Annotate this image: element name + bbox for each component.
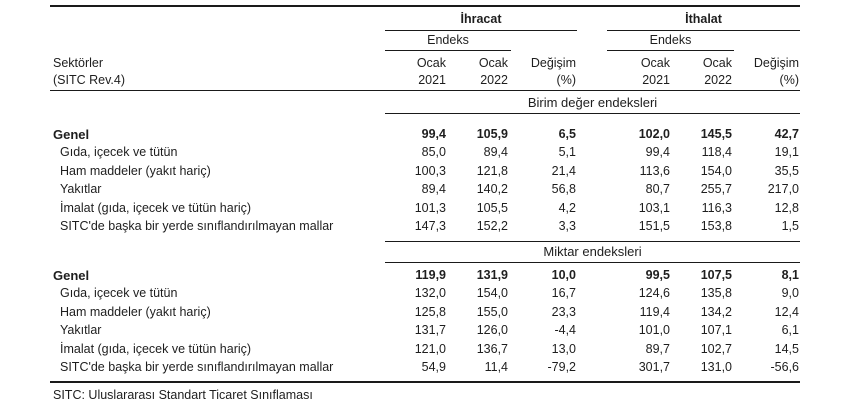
table-row — [0, 219, 850, 237]
import-change-cell: 42,7 — [774, 127, 799, 141]
import-2021-cell: 124,6 — [638, 286, 670, 301]
export-change-cell: 56,8 — [551, 182, 576, 197]
import-2022-cell: 255,7 — [700, 182, 732, 197]
import-2021-cell: 99,5 — [645, 268, 670, 282]
export-2022-cell: 126,0 — [476, 323, 508, 338]
import-2022-cell: 116,3 — [701, 200, 732, 215]
import-2021-cell: 102,0 — [638, 127, 670, 141]
export-change-cell: 10,0 — [551, 268, 576, 282]
import-index-header: Endeks — [649, 33, 692, 47]
import-change-cell: 12,8 — [774, 200, 799, 215]
table-row — [0, 286, 850, 304]
row-label: İmalat (gıda, içecek ve tütün hariç) — [60, 341, 252, 356]
table-row — [0, 182, 850, 200]
import-change-cell: 6,1 — [781, 323, 799, 338]
row-label: Gıda, içecek ve tütün — [60, 286, 178, 301]
export-2022-cell: 11,4 — [484, 360, 508, 374]
table-row — [0, 305, 850, 323]
export-group-header: İhracat — [460, 12, 502, 26]
table-bottom-rule — [50, 381, 800, 383]
import-change-cell: 217,0 — [767, 182, 799, 197]
import-2022-cell: 102,7 — [700, 341, 732, 356]
import-2021-cell: 89,7 — [645, 341, 670, 356]
export-2021-cell: 132,0 — [414, 286, 446, 301]
import-2021-cell: 99,4 — [645, 145, 670, 160]
table-row — [0, 145, 850, 163]
import-change-cell: 8,1 — [781, 268, 799, 282]
import-change-cell: 1,5 — [781, 219, 799, 233]
export-2021-cell: 125,8 — [414, 304, 446, 319]
import-change-cell: 35,5 — [774, 163, 799, 178]
section-underline-quantity — [385, 262, 800, 263]
export-group-underline — [385, 30, 577, 31]
import-2022-cell: 107,5 — [700, 268, 732, 282]
export-2021-cell: 119,9 — [415, 268, 446, 282]
row-label: Ham maddeler (yakıt hariç) — [60, 304, 211, 319]
header-bottom-rule — [50, 90, 800, 91]
export-2022-cell: 105,9 — [476, 127, 508, 141]
section-title-unit-value: Birim değer endeksleri — [527, 95, 658, 110]
import-change-cell: -56,6 — [770, 360, 799, 374]
export-2021-cell: 54,9 — [421, 360, 446, 374]
import-index-underline — [607, 50, 734, 51]
import-change-pct-header: (%) — [779, 73, 799, 87]
export-change-cell: 6,5 — [558, 127, 576, 141]
export-2022-header-month: Ocak — [478, 56, 508, 70]
import-2021-cell: 301,7 — [638, 360, 670, 374]
import-2022-cell: 131,0 — [700, 360, 732, 374]
sitc-rev-header: (SITC Rev.4) — [53, 73, 125, 87]
export-2021-cell: 85,0 — [421, 145, 446, 160]
export-change-cell: 4,2 — [558, 200, 576, 215]
table-row — [0, 360, 850, 378]
export-2022-cell: 121,8 — [476, 163, 508, 178]
export-index-header: Endeks — [427, 33, 469, 47]
import-group-header: İthalat — [685, 12, 722, 26]
table-row — [0, 268, 850, 286]
export-change-pct-header: (%) — [556, 73, 576, 87]
export-change-cell: -4,4 — [554, 323, 576, 338]
export-2021-cell: 101,3 — [414, 200, 446, 215]
row-label: SITC'de başka bir yerde sınıflandırılmayan mallar — [60, 360, 334, 374]
section-title-quantity: Miktar endeksleri — [543, 244, 642, 259]
export-2022-cell: 131,9 — [476, 268, 508, 282]
table-row — [0, 201, 850, 219]
import-2021-header-month: Ocak — [640, 56, 670, 70]
row-label: İmalat (gıda, içecek ve tütün hariç) — [60, 200, 252, 215]
import-2022-cell: 135,8 — [700, 286, 732, 301]
import-group-underline — [607, 30, 800, 31]
import-2022-cell: 154,0 — [700, 163, 732, 178]
export-2021-cell: 89,4 — [421, 182, 446, 197]
table-row — [0, 164, 850, 182]
table-row — [0, 127, 850, 145]
row-label: Ham maddeler (yakıt hariç) — [60, 163, 211, 178]
footnote: SITC: Uluslararası Standart Ticaret Sınıflaması — [53, 388, 313, 402]
row-label: Yakıtlar — [60, 323, 102, 338]
import-2022-header-month: Ocak — [702, 56, 732, 70]
row-label: SITC'de başka bir yerde sınıflandırılmayan mallar — [60, 219, 334, 233]
section-underline-unit-value — [385, 113, 800, 114]
export-change-cell: 21,4 — [551, 163, 576, 178]
table-row — [0, 323, 850, 341]
import-2021-header-year: 2021 — [642, 73, 670, 87]
export-2022-cell: 140,2 — [476, 182, 508, 197]
export-change-cell: 23,3 — [551, 304, 576, 319]
export-2021-header-year: 2021 — [418, 73, 446, 87]
export-change-cell: -79,2 — [547, 360, 576, 374]
table-row — [0, 342, 850, 360]
import-2021-cell: 103,1 — [638, 200, 670, 215]
export-2021-cell: 100,3 — [414, 163, 446, 178]
export-2022-cell: 105,5 — [476, 200, 508, 215]
import-2021-cell: 80,7 — [645, 182, 670, 197]
export-2021-cell: 131,7 — [414, 323, 446, 338]
import-2021-cell: 101,0 — [638, 323, 670, 338]
export-2021-cell: 99,4 — [421, 127, 446, 141]
export-2022-cell: 154,0 — [476, 286, 508, 301]
import-2022-cell: 107,1 — [700, 323, 732, 338]
import-change-cell: 12,4 — [774, 304, 799, 319]
import-change-header: Değişim — [753, 56, 799, 70]
export-change-cell: 13,0 — [551, 341, 576, 356]
import-2021-cell: 119,4 — [639, 304, 670, 319]
export-change-cell: 5,1 — [558, 145, 576, 160]
import-change-cell: 14,5 — [774, 341, 799, 356]
export-2022-cell: 152,2 — [476, 219, 508, 233]
export-index-underline — [385, 50, 511, 51]
import-2022-header-year: 2022 — [704, 73, 732, 87]
import-2022-cell: 145,5 — [700, 127, 732, 141]
row-label: Genel — [53, 268, 90, 283]
export-2021-cell: 121,0 — [414, 341, 446, 356]
table-top-rule — [50, 5, 800, 7]
import-2021-cell: 151,5 — [638, 219, 670, 233]
import-change-cell: 9,0 — [781, 286, 799, 301]
export-change-cell: 16,7 — [551, 286, 576, 301]
export-2022-cell: 136,7 — [476, 341, 508, 356]
export-change-header: Değişim — [530, 56, 576, 70]
row-label: Gıda, içecek ve tütün — [60, 145, 178, 160]
import-2022-cell: 153,8 — [700, 219, 732, 233]
import-2022-cell: 118,4 — [701, 145, 732, 160]
export-2022-header-year: 2022 — [480, 73, 508, 87]
sectors-header: Sektörler — [53, 56, 104, 70]
row-label: Yakıtlar — [60, 182, 102, 197]
import-change-cell: 19,1 — [774, 145, 799, 160]
row-label: Genel — [53, 127, 90, 142]
export-2021-header-month: Ocak — [416, 56, 446, 70]
export-2022-cell: 155,0 — [476, 304, 508, 319]
section-divider — [385, 241, 800, 242]
export-2022-cell: 89,4 — [483, 145, 508, 160]
export-change-cell: 3,3 — [558, 219, 576, 233]
export-2021-cell: 147,3 — [414, 219, 446, 233]
import-2021-cell: 113,6 — [639, 163, 670, 178]
import-2022-cell: 134,2 — [700, 304, 732, 319]
